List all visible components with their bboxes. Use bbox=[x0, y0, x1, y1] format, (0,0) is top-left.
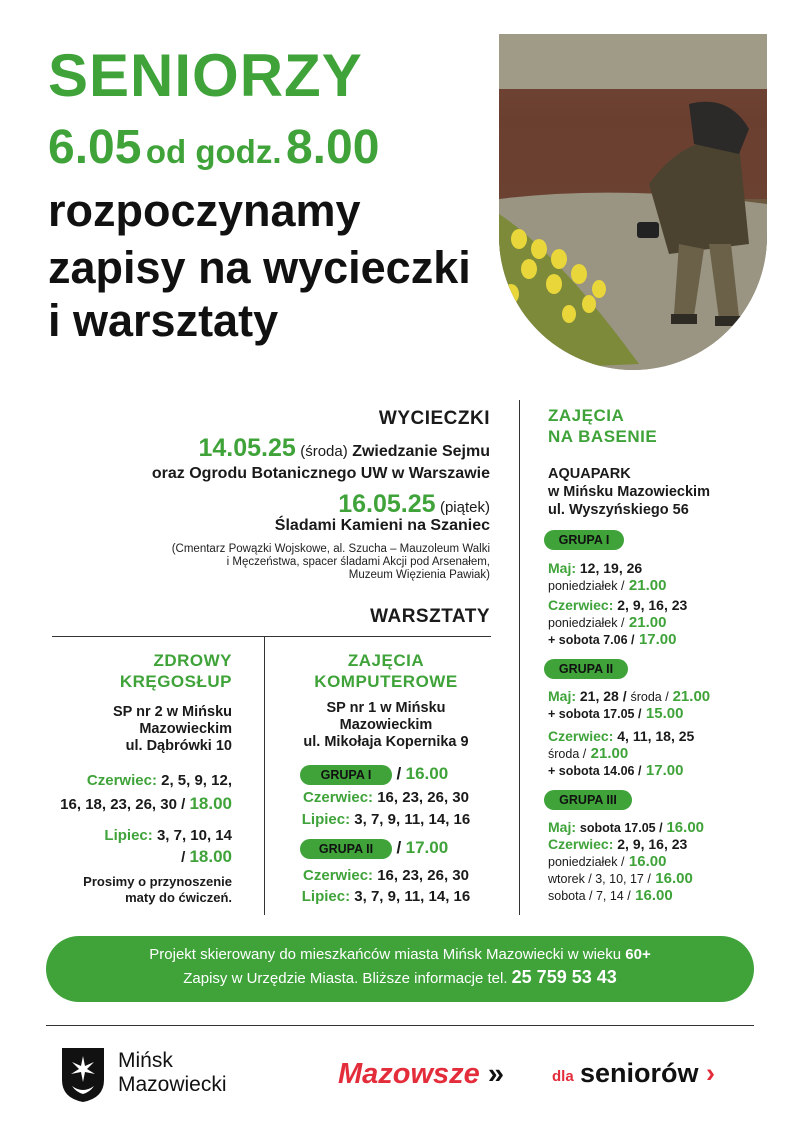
komp-group-2-badge: GRUPA II bbox=[300, 839, 392, 859]
banner-line-1-text: Projekt skierowany do mieszkańców miasta Mińsk Mazowiecki w wieku bbox=[149, 946, 622, 963]
basen-g1-maj-row2 bbox=[548, 577, 666, 595]
start-time: 8.00 bbox=[285, 121, 380, 174]
zdrowy-czerwiec-days-1: 2, 5, 9, 12, bbox=[161, 772, 232, 789]
basen-group-1 bbox=[544, 530, 624, 550]
column-divider-workshops bbox=[264, 636, 265, 915]
basen-g2-maj-extra: + sobota 17.05 / bbox=[548, 707, 642, 721]
komp-group-1-lipiec-label: Lipiec: bbox=[301, 811, 351, 828]
trip-2-date: 16.05.25 bbox=[338, 490, 436, 518]
zdrowy-title-line-1: ZDROWY bbox=[153, 651, 232, 670]
basen-g3-row-sobota bbox=[548, 887, 673, 905]
seniorow-logo bbox=[580, 1058, 715, 1089]
basen-g3-row-wtorek bbox=[548, 870, 693, 888]
basen-g1-cz-extra-time: 17.00 bbox=[638, 631, 677, 648]
basen-g3-row-poniedzialek bbox=[548, 853, 666, 871]
zdrowy-lipiec-label: Lipiec: bbox=[104, 827, 153, 844]
banner-line-1 bbox=[46, 946, 754, 963]
basen-g3-line3-time: 16.00 bbox=[635, 887, 673, 904]
basen-g3-cz-label: Czerwiec: bbox=[548, 836, 614, 852]
basen-g1-cz-row3 bbox=[548, 631, 677, 649]
banner-phone: 25 759 53 43 bbox=[511, 967, 617, 987]
basen-g1-cz-extra: + sobota 7.06 / bbox=[548, 633, 635, 647]
basen-g2-maj bbox=[548, 688, 710, 705]
basen-group-2-badge: GRUPA II bbox=[544, 659, 628, 679]
basen-g2-cz-extra-time: 17.00 bbox=[645, 762, 684, 779]
basen-g1-cz-sub: poniedziałek / bbox=[548, 616, 625, 630]
basen-g2-cz-sub: środa / bbox=[548, 747, 587, 761]
zdrowy-note-line-2: maty do ćwiczeń. bbox=[125, 890, 232, 905]
komp-group-2-lipiec-days: 3, 7, 9, 11, 14, 16 bbox=[354, 888, 471, 905]
basen-group-2 bbox=[544, 659, 628, 679]
basen-g1-maj-sub: poniedziałek / bbox=[548, 579, 625, 593]
banner-age: 60+ bbox=[625, 946, 651, 963]
komp-address-line-1: SP nr 1 w Mińsku bbox=[326, 700, 446, 716]
zdrowy-title-line-2: KRĘGOSŁUP bbox=[119, 672, 232, 691]
komp-group-1-lipiec bbox=[276, 811, 496, 828]
chevron-right-icon: › bbox=[706, 1058, 716, 1088]
basen-g1-cz-label: Czerwiec: bbox=[548, 597, 614, 613]
minsk-logo-text-line-2: Mazowiecki bbox=[118, 1073, 227, 1096]
basen-g1-cz-days: 2, 9, 16, 23 bbox=[617, 597, 688, 613]
page-title: SENIORZY bbox=[48, 42, 363, 109]
basen-g2-cz-time: 21.00 bbox=[590, 745, 629, 762]
zdrowy-czerwiec-cont bbox=[60, 794, 232, 814]
komp-group-1-czerwiec-label: Czerwiec: bbox=[303, 789, 374, 806]
basen-title-line-2: NA BASENIE bbox=[548, 427, 658, 446]
komp-group-2-czerwiec-days: 16, 23, 26, 30 bbox=[377, 867, 469, 884]
basen-g3-maj-days: sobota 17.05 / bbox=[579, 821, 663, 835]
basen-g1-maj-days: 12, 19, 26 bbox=[579, 560, 643, 576]
basen-g3-line1: poniedziałek / bbox=[548, 855, 625, 869]
trip-2-note-line-3: Muzeum Więzienia Pawiak) bbox=[348, 569, 490, 581]
footer-divider bbox=[46, 1025, 754, 1026]
basen-g2-maj-day: środa / bbox=[630, 690, 669, 704]
basen-g2-cz-label: Czerwiec: bbox=[548, 728, 614, 744]
basen-g3-czerwiec bbox=[548, 836, 687, 852]
basen-g3-cz-days: 2, 9, 16, 23 bbox=[617, 836, 688, 852]
trip-1-weekday: (środa) bbox=[300, 443, 348, 460]
basen-group-3-badge: GRUPA III bbox=[544, 790, 632, 810]
basen-g3-maj bbox=[548, 819, 704, 836]
warsztaty-heading: WARSZTATY bbox=[370, 606, 490, 627]
zdrowy-note-line-1: Prosimy o przynoszenie bbox=[83, 874, 232, 889]
basen-g2-maj-days: 21, 28 / bbox=[579, 688, 627, 704]
banner-line-2 bbox=[46, 967, 754, 988]
trip-2 bbox=[338, 490, 490, 519]
komp-group-1-time: 16.00 bbox=[405, 764, 449, 783]
basen-g2-czerwiec bbox=[548, 728, 694, 744]
komp-group-2-time: 17.00 bbox=[405, 838, 449, 857]
minsk-coat-of-arms-icon bbox=[60, 1046, 106, 1104]
basen-g2-cz-days: 4, 11, 18, 25 bbox=[617, 728, 695, 744]
basen-g3-line3: sobota / 7, 14 / bbox=[548, 889, 631, 903]
komp-group-2-lipiec bbox=[276, 888, 496, 905]
basen-g1-maj bbox=[548, 560, 642, 576]
basen-g2-maj-label: Maj: bbox=[548, 688, 576, 704]
zdrowy-lipiec-time: 18.00 bbox=[189, 847, 232, 866]
zdrowy-czerwiec-time: 18.00 bbox=[189, 794, 232, 813]
headline-line-3: i warsztaty bbox=[48, 295, 279, 346]
basen-title-line-1: ZAJĘCIA bbox=[548, 406, 625, 425]
trip-2-note-line-2: i Męczeństwa, spacer śladami Akcji pod Arsenałem, bbox=[226, 556, 490, 568]
komp-title-line-1: ZAJĘCIA bbox=[347, 651, 425, 670]
basen-group-1-badge: GRUPA I bbox=[544, 530, 624, 550]
komp-group-1-badge: GRUPA I bbox=[300, 765, 392, 785]
mazowsze-logo bbox=[338, 1058, 504, 1091]
komp-address-line-2: Mazowieckim bbox=[339, 717, 433, 733]
zdrowy-czerwiec bbox=[87, 772, 232, 789]
basen-g2-maj-extra-time: 15.00 bbox=[645, 705, 684, 722]
komp-group-2-lipiec-label: Lipiec: bbox=[301, 888, 351, 905]
trip-1-name-cont: oraz Ogrodu Botanicznego UW w Warszawie bbox=[151, 465, 490, 482]
basen-g1-czerwiec bbox=[548, 597, 687, 613]
wycieczki-heading: WYCIECZKI bbox=[378, 408, 490, 429]
basen-g1-maj-time: 21.00 bbox=[628, 577, 667, 594]
warsztaty-divider bbox=[52, 636, 491, 637]
basen-g3-maj-time: 16.00 bbox=[666, 819, 705, 836]
zdrowy-czerwiec-label: Czerwiec: bbox=[86, 772, 157, 789]
basen-g2-maj-time: 21.00 bbox=[672, 688, 711, 705]
basen-g2-cz-row3 bbox=[548, 762, 683, 780]
basen-g1-cz-time: 21.00 bbox=[628, 614, 667, 631]
trip-2-name: Śladami Kamieni na Szaniec bbox=[274, 517, 490, 534]
minsk-logo-text-line-1: Mińsk bbox=[118, 1049, 173, 1072]
photo-senior-photographing-tulips bbox=[499, 34, 767, 370]
komp-address-line-3: ul. Mikołaja Kopernika 9 bbox=[303, 734, 469, 750]
basen-address-line-3: ul. Wyszyńskiego 56 bbox=[548, 502, 689, 518]
basen-g3-line2: wtorek / 3, 10, 17 / bbox=[548, 872, 651, 886]
komp-group-1-czerwiec bbox=[276, 789, 496, 806]
zdrowy-czerwiec-days-2: 16, 18, 23, 26, 30 / bbox=[60, 796, 186, 813]
basen-g3-line2-time: 16.00 bbox=[655, 870, 693, 887]
seniorow-text: seniorów bbox=[580, 1058, 699, 1088]
basen-g1-maj-label: Maj: bbox=[548, 560, 576, 576]
start-date-day: 6.05 bbox=[48, 121, 142, 174]
komp-group-2-czerwiec bbox=[276, 867, 496, 884]
komp-group-1-czerwiec-days: 16, 23, 26, 30 bbox=[377, 789, 469, 806]
headline-line-2: zapisy na wycieczki bbox=[48, 242, 471, 293]
column-divider-right bbox=[519, 400, 520, 915]
basen-g2-maj-row2 bbox=[548, 705, 683, 723]
basen-address-line-2: w Mińsku Mazowieckim bbox=[548, 484, 710, 500]
trip-1-date: 14.05.25 bbox=[198, 434, 296, 462]
start-date bbox=[48, 121, 380, 174]
zdrowy-lipiec-time-row: / 18.00 bbox=[181, 847, 232, 866]
basen-group-3 bbox=[544, 790, 632, 810]
trip-1-name: Zwiedzanie Sejmu bbox=[352, 443, 490, 460]
komp-group-2-header: GRUPA II / 17.00 bbox=[300, 838, 448, 859]
trip-2-weekday: (piątek) bbox=[439, 499, 490, 516]
komp-group-2-czerwiec-label: Czerwiec: bbox=[303, 867, 374, 884]
zdrowy-lipiec bbox=[104, 827, 232, 844]
basen-g3-line1-time: 16.00 bbox=[628, 853, 667, 870]
zdrowy-address-line-1: SP nr 2 w Mińsku bbox=[113, 704, 232, 720]
basen-g1-cz-row2 bbox=[548, 614, 666, 632]
basen-g3-maj-label: Maj: bbox=[548, 819, 576, 835]
banner-line-2-text: Zapisy w Urzędzie Miasta. Bliższe informacje tel. bbox=[183, 970, 508, 987]
trip-1 bbox=[198, 434, 490, 463]
zdrowy-address-line-2: Mazowieckim bbox=[139, 721, 232, 737]
komp-group-1-header: GRUPA I / 16.00 bbox=[300, 764, 448, 785]
headline-line-1: rozpoczynamy bbox=[48, 185, 361, 236]
mazowsze-logo-text: Mazowsze bbox=[338, 1058, 480, 1090]
basen-g2-cz-extra: + sobota 14.06 / bbox=[548, 764, 642, 778]
start-date-from-label: od godz. bbox=[145, 133, 282, 170]
trip-2-note-line-1: (Cmentarz Powązki Wojskowe, al. Szucha – Mauzoleum Walki bbox=[171, 543, 490, 555]
komp-title-line-2: KOMPUTEROWE bbox=[314, 672, 458, 691]
zdrowy-lipiec-days: 3, 7, 10, 14 bbox=[156, 827, 232, 844]
dla-text: dla bbox=[552, 1068, 574, 1085]
zdrowy-address-line-3: ul. Dąbrówki 10 bbox=[125, 738, 232, 754]
basen-g2-cz-row2 bbox=[548, 745, 628, 763]
komp-group-1-lipiec-days: 3, 7, 9, 11, 14, 16 bbox=[354, 811, 471, 828]
double-chevron-icon: » bbox=[487, 1058, 505, 1090]
basen-address-line-1: AQUAPARK bbox=[548, 466, 631, 482]
